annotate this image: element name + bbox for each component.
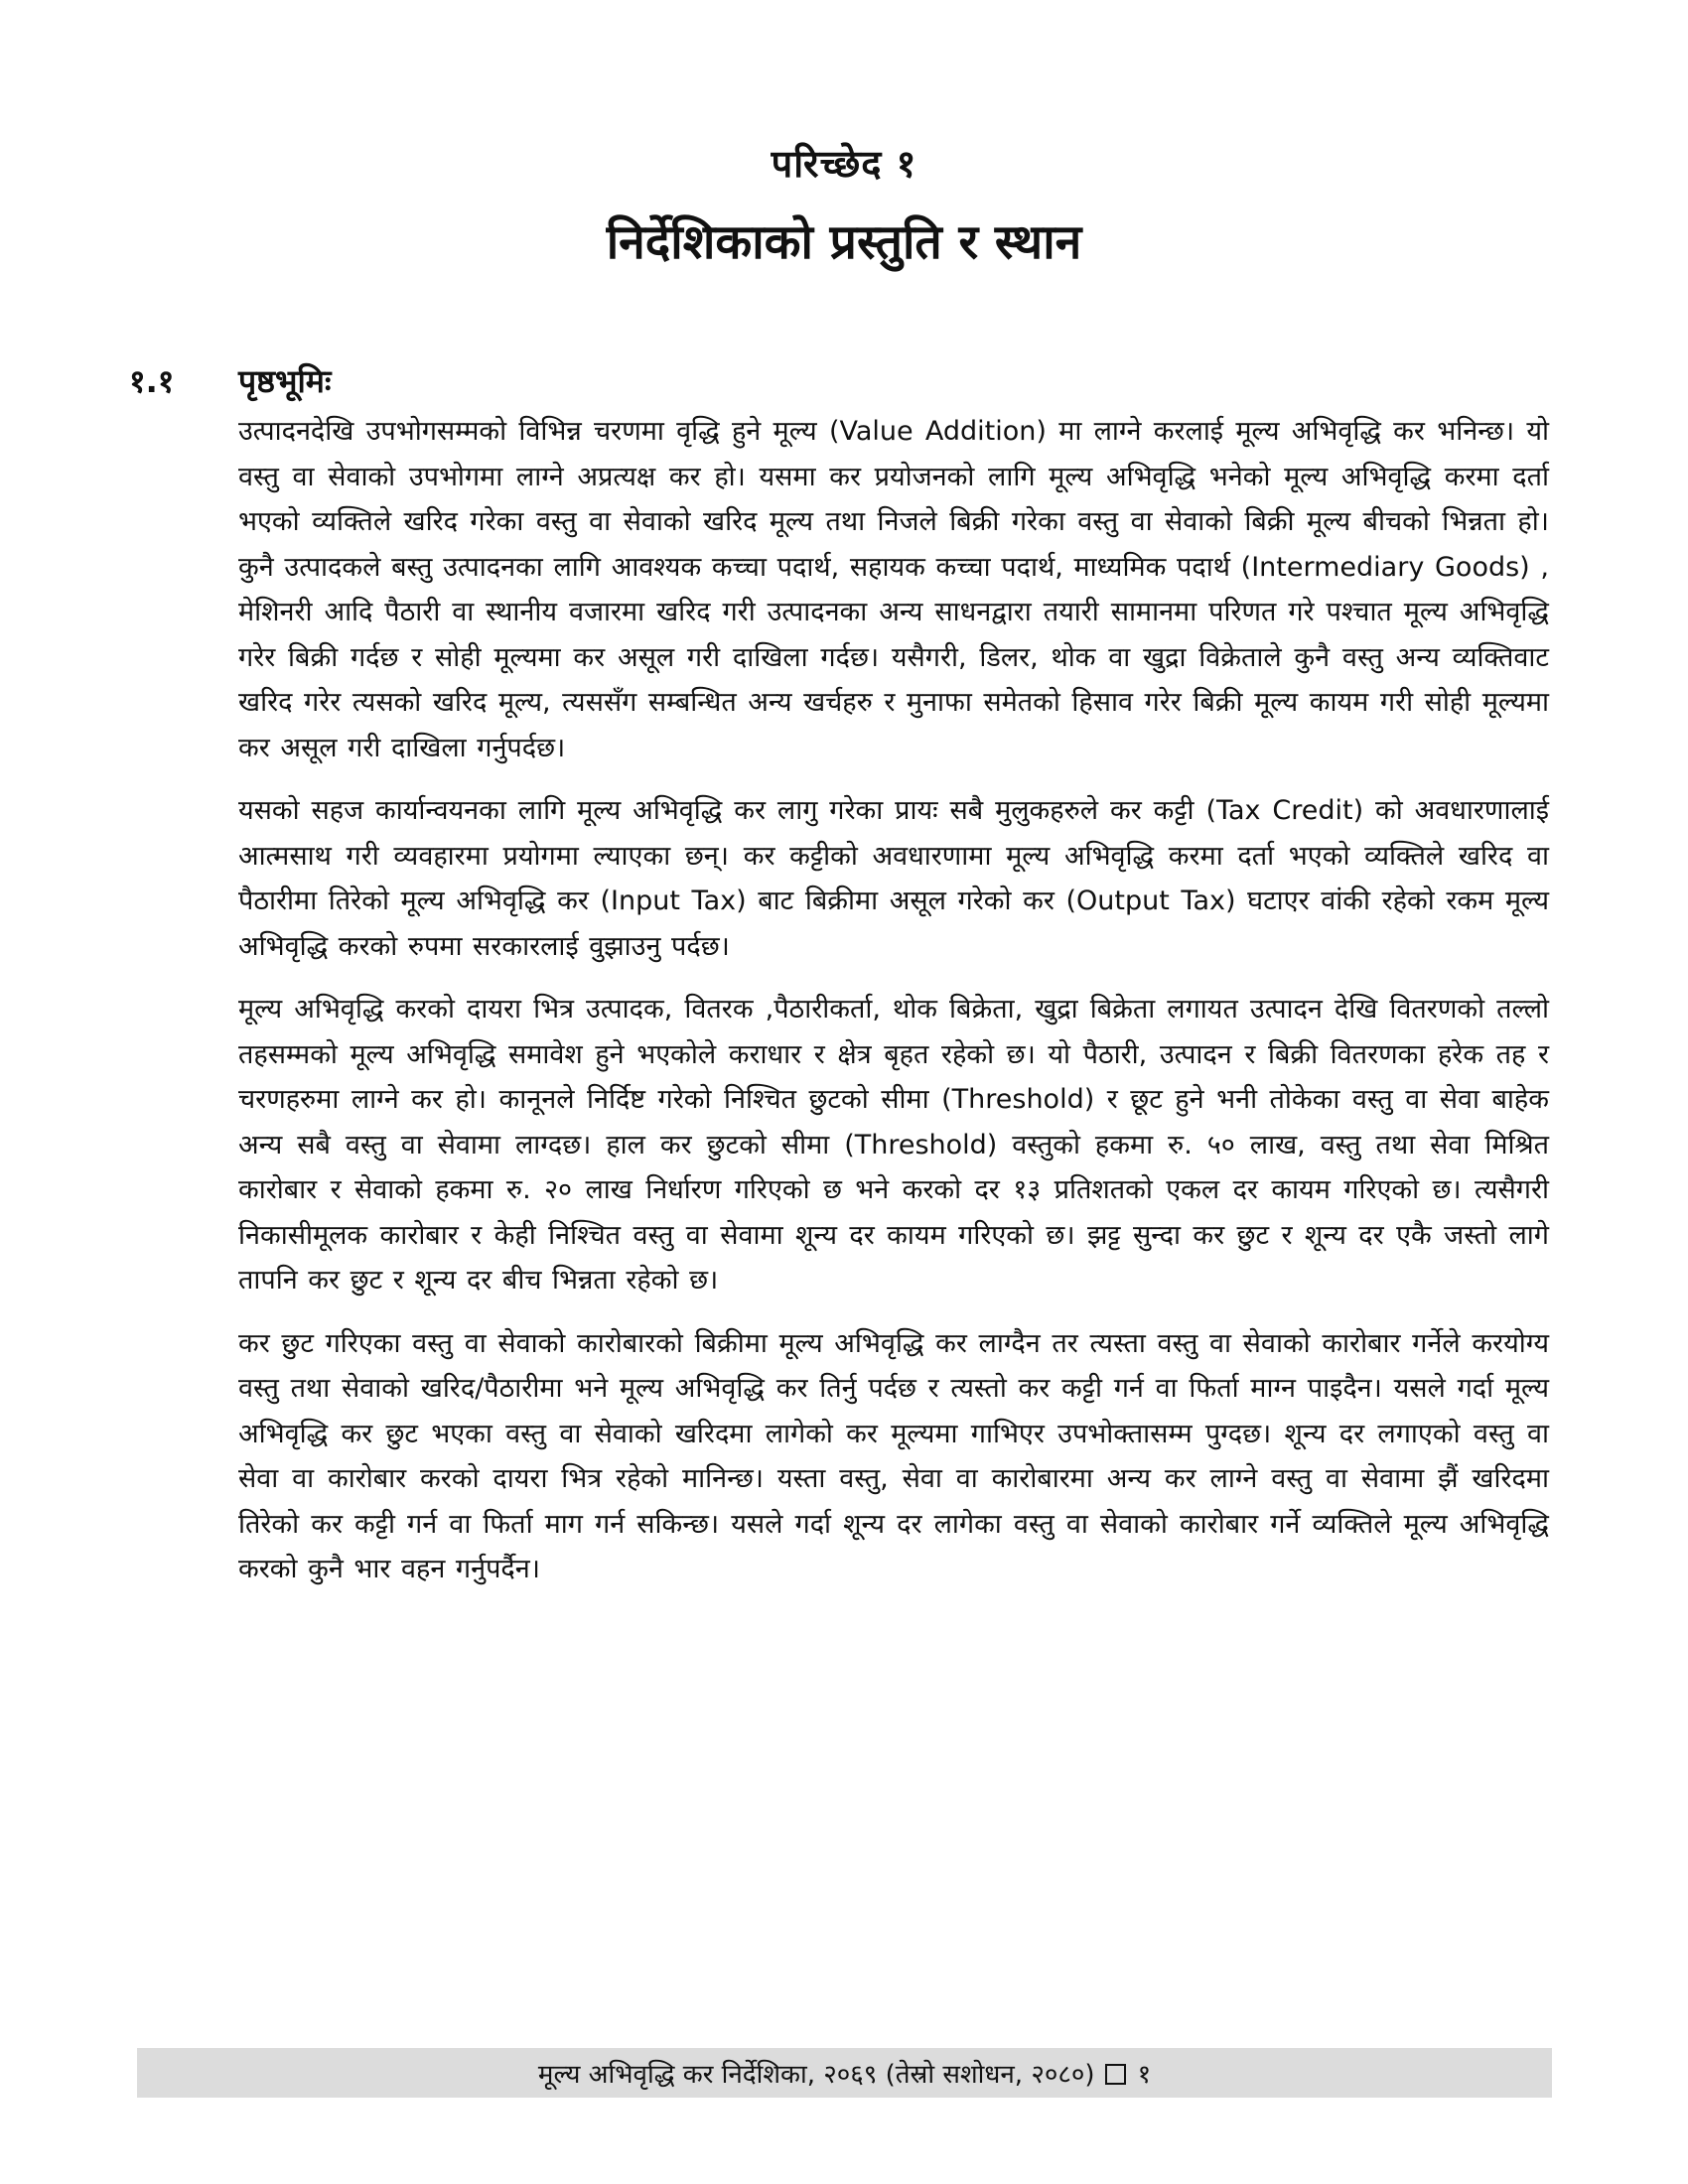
paragraph-3: मूल्य अभिवृद्धि करको दायरा भित्र उत्पादक, वितरक ,पैठारीकर्ता, थोक बिक्रेता, खुद्रा बिक्रेता लगायत उत्पादन देखि वितरणको तल्लो तहसम्मको मूल्य अभिवृद्धि समावेश हुने भएकोले कराधार र क्षेत्र बृहत रहेको छ। यो पैठारी, उत्पादन र बिक्री वितरणका हरेक तह र चरणहरुमा लाग्ने कर हो। कानूनले निर्दिष्ट गरेको निश्चित छुटको सीमा (Threshold) र छूट हुने भनी तोकेका वस्तु वा सेवा बाहेक अन्य सबै वस्तु वा सेवामा लाग्दछ। हाल कर छुटको सीमा (Threshold) वस्तुको हकमा रु. ५० लाख, वस्तु तथा सेवा मिश्रित कारोबार र सेवाको हकमा रु. २० लाख निर्धारण गरिएको छ भने करको दर १३ प्रतिशतको एकल दर कायम गरिएको छ। त्यसैगरी निकासीमूलक कारोबार र केही निश्चित वस्तु वा सेवामा शून्य दर कायम गरिएको छ। झट्ट सुन्दा कर छुट र शून्य दर एकै जस्तो लागे तापनि कर छुट र शून्य दर बीच भिन्नता रहेको छ। xyxy=(238,994,1549,1296)
section-heading: पृष्ठभूमिः xyxy=(238,362,332,400)
paragraph-2: यसको सहज कार्यान्वयनका लागि मूल्य अभिवृद्धि कर लागु गरेका प्रायः सबै मुलुकहरुले कर कट्टी (Tax Credit) को अवधारणालाई आत्मसाथ गरी व्यवहारमा प्रयोगमा ल्याएका छन्। कर कट्टीको अवधारणामा मूल्य अभिवृद्धि करमा दर्ता भएको व्यक्तिले खरिद वा पैठारीमा तिरेको मूल्य अभिवृद्धि कर (Input Tax) बाट बिक्रीमा असूल गरेको कर (Output Tax) घटाएर वांकी रहेको रकम मूल्य अभिवृद्धि करको रुपमा सरकारलाई वुझाउनु पर्दछ। xyxy=(238,795,1549,962)
section-number: १.१ xyxy=(129,362,175,400)
chapter-title: निर्देशिकाको प्रस्तुति र स्थान xyxy=(606,214,1082,270)
section-body xyxy=(238,409,1549,1610)
page-footer xyxy=(137,2048,1552,2098)
page-number: १ xyxy=(1137,2060,1152,2090)
chapter-number: परिच्छेद १ xyxy=(771,142,917,186)
paragraph-4: कर छुट गरिएका वस्तु वा सेवाको कारोबारको बिक्रीमा मूल्य अभिवृद्धि कर लाग्दैन तर त्यस्ता वस्तु वा सेवाको कारोबार गर्नेले करयोग्य वस्तु तथा सेवाको खरिद/पैठारीमा भने मूल्य अभिवृद्धि कर तिर्नु पर्दछ र त्यस्तो कर कट्टी गर्न वा फिर्ता माग्न पाइदैन। यसले गर्दा मूल्य अभिवृद्धि कर छुट भएका वस्तु वा सेवाको खरिदमा लागेको कर मूल्यमा गाभिएर उपभोक्तासम्म पुग्दछ। शून्य दर लगाएको वस्तु वा सेवा वा कारोबार करको दायरा भित्र रहेको मानिन्छ। यस्ता वस्तु, सेवा वा कारोबारमा अन्य कर लाग्ने वस्तु वा सेवामा झैं खरिदमा तिरेको कर कट्टी गर्न वा फिर्ता माग गर्न सकिन्छ। यसले गर्दा शून्य दर लागेका वस्तु वा सेवाको कारोबार गर्ने व्यक्तिले मूल्य अभिवृद्धि करको कुनै भार वहन गर्नुपर्दैन। xyxy=(238,1327,1549,1584)
checkbox-square-icon xyxy=(1105,2064,1126,2085)
footer-text: मूल्य अभिवृद्धि कर निर्देशिका, २०६९ (तेस्रो सशोधन, २०८०) xyxy=(537,2060,1095,2090)
paragraph-1: उत्पादनदेखि उपभोगसम्मको विभिन्न चरणमा वृद्धि हुने मूल्य (Value Addition) मा लाग्ने करलाई मूल्य अभिवृद्धि कर भनिन्छ। यो वस्तु वा सेवाको उपभोगमा लाग्ने अप्रत्यक्ष कर हो। यसमा कर प्रयोजनको लागि मूल्य अभिवृद्धि भनेको मूल्य अभिवृद्धि करमा दर्ता भएको व्यक्तिले खरिद गरेका वस्तु वा सेवाको खरिद मूल्य तथा निजले बिक्री गरेका वस्तु वा सेवाको बिक्री मूल्य बीचको भिन्नता हो। कुनै उत्पादकले बस्तु उत्पादनका लागि आवश्यक कच्चा पदार्थ, सहायक कच्चा पदार्थ, माध्यमिक पदार्थ (Intermediary Goods) , मेशिनरी आदि पैठारी वा स्थानीय वजारमा खरिद गरी उत्पादनका अन्य साधनद्वारा तयारी सामानमा परिणत गरे पश्चात मूल्य अभिवृद्धि गरेर बिक्री गर्दछ र सोही मूल्यमा कर असूल गरी दाखिला गर्दछ। यसैगरी, डिलर, थोक वा खुद्रा विक्रेताले कुनै वस्तु अन्य व्यक्तिवाट खरिद गरेर त्यसको खरिद मूल्य, त्यससँग सम्बन्धित अन्य खर्चहरु र मुनाफा समेतको हिसाव गरेर बिक्री मूल्य कायम गरी सोही मूल्यमा कर असूल गरी दाखिला गर्नुपर्दछ। xyxy=(238,416,1549,763)
